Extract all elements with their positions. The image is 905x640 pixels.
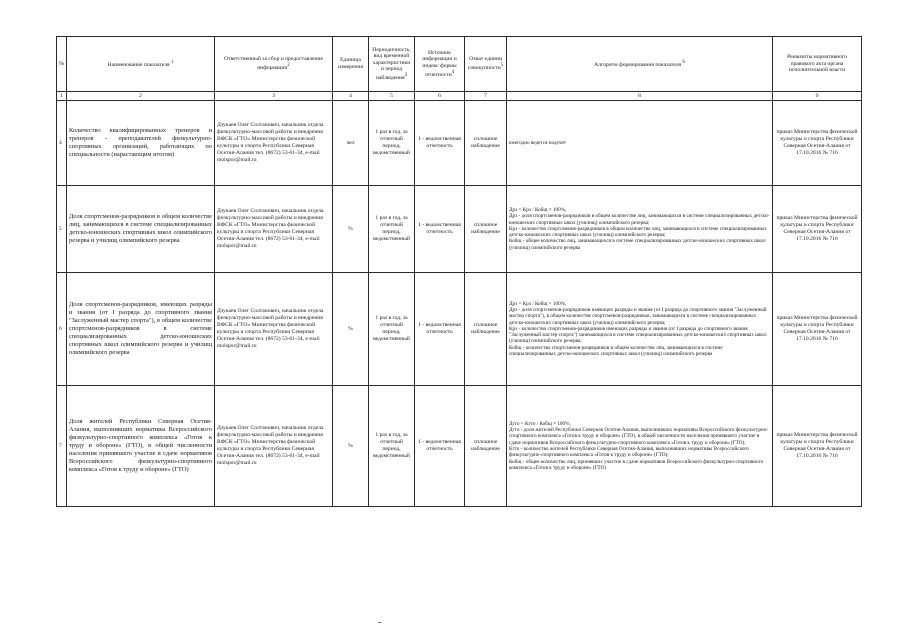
table-row (57, 386, 862, 507)
calculation-algorithm (507, 273, 773, 386)
column-number: 8 (507, 92, 773, 101)
algorithm-line: Дрз - доля спортсменов-разрядников в общем количестве лиц, занимающихся в системе специализированных детско-юношеских спортивных школ (училищ) олимпийского резерва; (509, 213, 770, 226)
algorithm-formula: Дгто = Кгто / Кобщ × 100%, (509, 420, 571, 427)
header-unit: Единица измерения (333, 37, 369, 92)
algorithm-line: Кобщ - общее количество лиц, принявших участие в сдаче нормативов Всероссийского физкультурно-спортивного комплекса «Готов к труду и обороне» (ГТО) (509, 458, 764, 471)
periodicity: 1 раз в год, за отчетный период, ведомственный (369, 101, 415, 186)
header-responsible: Ответственный за сбор и предоставление информации$^2$ (215, 37, 333, 92)
legal-act: приказ Министерства физической культуры и спорта Республики Северная Осетия-Алания от 17.10.2016 № 716 (773, 386, 862, 507)
indicator-name: Количество квалифицированных тренеров и тренеров - преподавателей физкультурно-спортивных организаций, работающих по специальности (нарастающим итогом) (67, 101, 215, 186)
information-source: 1 - ведомственная отчетность (415, 186, 465, 273)
column-number: 5 (369, 92, 415, 101)
header-source: Источник информации и индекс формы отчетности$^4$ (415, 37, 465, 92)
header-coverage: Охват единиц совокупности$^5$ (465, 37, 507, 92)
calculation-algorithm (507, 386, 773, 507)
unit-of-measure: % (333, 273, 369, 386)
responsible-person: Дзукаев Олег Солтанович, начальник отдела физкультурно-массовой работы и внедрения ВФСК «ГТО» Министерства физической культуры и спорта Республики Северная Осетия-Алания тел. (8672) 53-61-34, e-mail molspor@mail.ru (215, 386, 333, 507)
indicator-table (56, 36, 862, 507)
header-algorithm: Алгоритм формирования показателя $^6$ (507, 37, 773, 92)
row-number: 4 (57, 101, 67, 186)
indicator-name: Доля жителей Республики Северная Осетия-Алания, выполнивших нормативы Всероссийского физкультурно-спортивного комплекса «Готов к труду и обороне» (ГТО), в общей численности населения принявшего участие в сдаче нормативов Всероссийского физкультурно-спортивного комплекса «Готов к труду и обороне» (ГТО) (67, 386, 215, 507)
responsible-person: Дзукаев Олег Солтанович, начальник отдела физкультурно-массовой работы и внедрения ВФСК «ГТО» Министерства физической культуры и спорта Республики Северная Осетия-Алания тел. (8672) 53-61-34, e-mail molspor@mail.ru (215, 101, 333, 186)
column-number: 2 (67, 92, 215, 101)
algorithm-line: Дрз - доля спортсменов-разрядников имеющих разряды и звания (от I разряда до спортивного звания "Заслуженный мастер спорта"), в общем количестве спортсменов-разрядников, занимающихся в системе специализированных детско-юношеских спортивных школ (училищ) олимпийского резерва; (509, 306, 767, 326)
unit-of-measure: чел (333, 101, 369, 186)
header-number: № (57, 37, 67, 92)
calculation-algorithm (507, 186, 773, 273)
algorithm-line: Крз - количество спортсменов-разрядников в общем количестве лиц, занимающихся в системе специализированных детско-юношеских спортивных школ (училищ) олимпийского резерва; (509, 225, 767, 239)
unit-of-measure: % (333, 186, 369, 273)
periodicity: 1 раз в год, за отчетный период, ведомственный (369, 186, 415, 273)
column-number: 4 (333, 92, 369, 101)
coverage: сплошное наблюдение (465, 386, 507, 507)
header-legal-act: Реквизиты нормативного правового акта органа исполнительной власти (773, 37, 862, 92)
table-row (57, 101, 862, 186)
indicator-name: Доля спортсменов-разрядников, имеющих разряды и звания (от I разряда до спортивного звания "Заслуженный мастер спорта"), в общем количестве спортсменов-разрядников в системе специализированных детско-юношеских спортивных школ олимпийского резерва и училищ олимпийского резерва (67, 273, 215, 386)
periodicity: 1 раз в год, за отчетный период, ведомственный (369, 273, 415, 386)
header-periodicity: Периодичность, вид временной характеристики и период наблюдения$^3$ (369, 37, 415, 92)
algorithm-formula: Дрз = Крз / Кобщ × 100%, (509, 300, 567, 307)
column-number: 9 (773, 92, 862, 101)
header-indicator-name: Наименование показателя $^1$ (67, 37, 215, 92)
algorithm-line: Кгто - количество жителей Республики Северная Осетия-Алания, выполнивших нормативы Всероссийского физкультурно-спортивного комплекса «Готов к труду и обороне» (ГТО); (509, 446, 750, 459)
row-number: 5 (57, 186, 67, 273)
responsible-person: Дзукаев Олег Солтанович, начальник отдела физкультурно-массовой работы и внедрения ВФСК «ГТО» Министерства физической культуры и спорта Республики Северная Осетия-Алания тел. (8672) 53-61-34, e-mail molspor@mail.ru (215, 186, 333, 273)
indicator-name: Доля спортсменов-разрядников в общем количестве лиц, занимающихся в системе специализированных детско-юношеских спортивных школ олимпийского резерва и училищ олимпийского резерва (67, 186, 215, 273)
column-number-row (57, 92, 862, 101)
information-source: 1 - ведомственная отчетность (415, 273, 465, 386)
table-row (57, 273, 862, 386)
algorithm-line: Дгто - доля жителей Республики Северная Осетия-Алания, выполнивших нормативы Всероссийского физкультурно-спортивного комплекса «Готов к труду и обороне» (ГТО), в общей численности населения принявшего участие в сдаче нормативов Всероссийского физкультурно-спортивного комплекса «Готов к труду и обороне» (ГТО); (509, 427, 769, 446)
legal-act: приказ Министерства физической культуры и спорта Республики Северная Осетия-Алания от 17.10.2016 № 716 (773, 186, 862, 273)
coverage: сплошное наблюдение (465, 186, 507, 273)
responsible-person: Дзукаев Олег Солтанович, начальник отдела физкультурно-массовой работы и внедрения ВФСК «ГТО» Министерства физической культуры и спорта Республики Северная Осетия-Алания тел. (8672) 53-61-34, e-mail molspor@mail.ru (215, 273, 333, 386)
periodicity: 1 раз в год, за отчетный период, ведомственный (369, 386, 415, 507)
unit-of-measure: % (333, 386, 369, 507)
table-header-row (57, 37, 862, 92)
scan-speck (378, 622, 381, 623)
algorithm-line: Кобщ - общее количество лиц, занимающихся в системе специализированных детско-юношеских спортивных школ (училищ) олимпийского резерва (509, 238, 766, 251)
information-source: 1 - ведомственная отчетность (415, 101, 465, 186)
column-number: 1 (57, 92, 67, 101)
column-number: 3 (215, 92, 333, 101)
algorithm-line: ежегодно ведется подсчет (509, 139, 567, 146)
algorithm-formula: Дрз = Крз / Кобщ × 100%, (509, 206, 567, 213)
algorithm-line: Кобщ - количество спортсменов-разрядников в общем количестве лиц, занимающихся в системе специализированных детско-юношеских спортивных школ (училищ) олимпийского резерва (509, 344, 723, 358)
table-row (57, 186, 862, 273)
row-number: 6 (57, 273, 67, 386)
information-source: 1 - ведомственная отчетность (415, 386, 465, 507)
calculation-algorithm (507, 101, 773, 186)
legal-act: приказ Министерства физической культуры и спорта Республики Северная Осетия-Алания от 17.10.2016 № 716 (773, 273, 862, 386)
column-number: 6 (415, 92, 465, 101)
document-sheet (56, 36, 862, 507)
coverage: сплошное наблюдение (465, 273, 507, 386)
legal-act: приказ Министерства физической культуры и спорта Республики Северная Осетия-Алания от 17.10.2016 № 716 (773, 101, 862, 186)
algorithm-line: Крз - количество спортсменов-разрядников имеющих разряды и звания (от I разряда до спортивного звания "Заслуженный мастер спорта") занимающихся в системе специализированных детско-юношеских спортивных школ (училищ) олимпийского резерва; (509, 325, 767, 345)
row-number: 7 (57, 386, 67, 507)
column-number: 7 (465, 92, 507, 101)
coverage: сплошное наблюдение (465, 101, 507, 186)
